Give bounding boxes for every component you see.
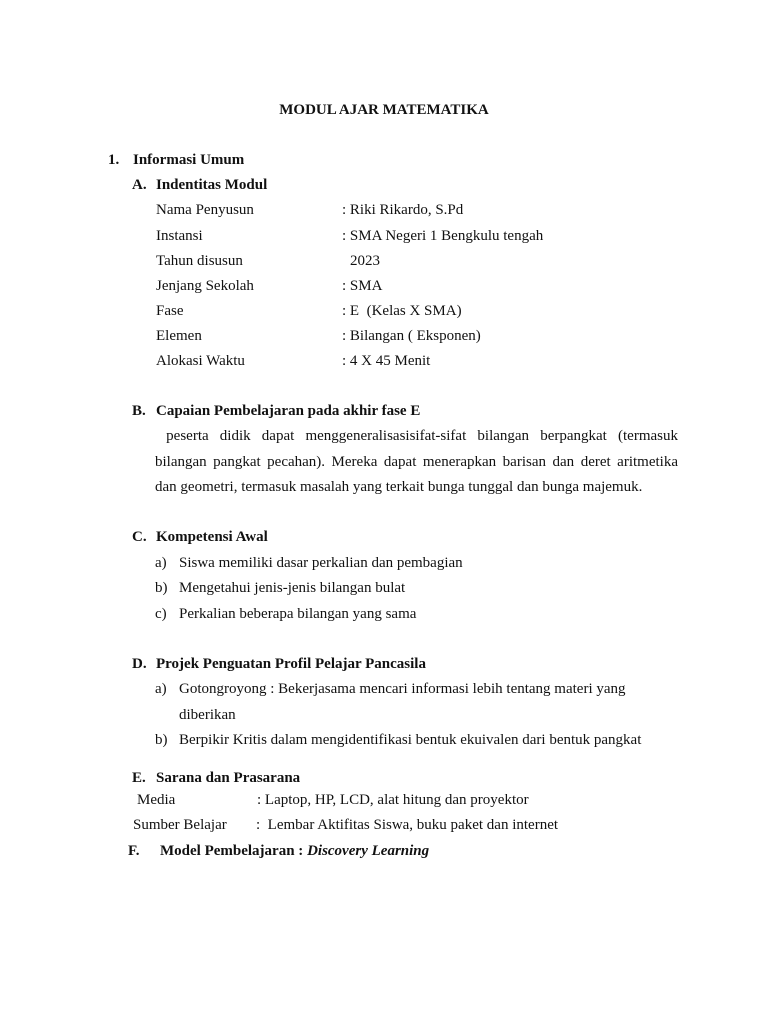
list-item: Perkalian beberapa bilangan yang sama xyxy=(179,606,417,622)
section-d-heading: Projek Penguatan Profil Pelajar Pancasila xyxy=(156,656,426,672)
identity-label: Jenjang Sekolah xyxy=(156,278,254,294)
section-b-letter: B. xyxy=(132,403,146,419)
list-item: Mengetahui jenis-jenis bilangan bulat xyxy=(179,580,406,596)
list-item-continuation: diberikan xyxy=(179,707,236,723)
learning-outcome-paragraph: peserta didik dapat menggeneralisasisifat-sifat bilangan berpangkat (termasuk bilangan pangkat pecahan). Mereka dapat menerapkan barisan dan deret aritmetika dan geometri, termasuk masalah yang terkait bunga tunggal dan bunga majemuk. xyxy=(155,428,682,495)
learning-model-name: Discovery Learning xyxy=(307,843,430,859)
identity-value: : SMA Negeri 1 Bengkulu tengah xyxy=(342,228,544,244)
identity-value: 2023 xyxy=(350,253,380,269)
section-e-heading: Sarana dan Prasarana xyxy=(156,770,301,786)
section-f-letter: F. xyxy=(128,843,140,859)
identity-label: Instansi xyxy=(156,228,203,244)
identity-value: : SMA xyxy=(342,278,383,294)
list-marker: a) xyxy=(155,681,167,697)
section-1-number: 1. xyxy=(108,152,120,168)
identity-value: : E (Kelas X SMA) xyxy=(342,303,462,319)
section-c-heading: Kompetensi Awal xyxy=(156,529,268,545)
section-d-letter: D. xyxy=(132,656,147,672)
list-item: Siswa memiliki dasar perkalian dan pembagian xyxy=(179,555,463,571)
list-marker: b) xyxy=(155,732,168,748)
section-f-label: Model Pembelajaran : xyxy=(160,843,308,859)
identity-label: Elemen xyxy=(156,328,202,344)
facility-label: Media xyxy=(137,792,176,808)
list-item: Gotongroyong : Bekerjasama mencari informasi lebih tentang materi yang xyxy=(179,681,626,697)
section-c-letter: C. xyxy=(132,529,147,545)
identity-label: Alokasi Waktu xyxy=(156,353,245,369)
identity-label: Nama Penyusun xyxy=(156,202,254,218)
identity-value: : Riki Rikardo, S.Pd xyxy=(342,202,464,218)
facility-label: Sumber Belajar xyxy=(133,817,227,833)
list-marker: b) xyxy=(155,580,168,596)
section-b-heading: Capaian Pembelajaran pada akhir fase E xyxy=(156,403,421,419)
section-f-heading xyxy=(160,842,429,860)
identity-label: Tahun disusun xyxy=(156,253,243,269)
section-a-heading: Indentitas Modul xyxy=(156,177,268,193)
facility-value: : Laptop, HP, LCD, alat hitung dan proyektor xyxy=(257,792,529,808)
list-marker: c) xyxy=(155,606,167,622)
document-title: MODUL AJAR MATEMATIKA xyxy=(279,102,489,118)
list-marker: a) xyxy=(155,555,167,571)
identity-value: : Bilangan ( Eksponen) xyxy=(342,328,481,344)
list-item: Berpikir Kritis dalam mengidentifikasi bentuk ekuivalen dari bentuk pangkat xyxy=(179,732,642,748)
section-a-letter: A. xyxy=(132,177,147,193)
section-1-heading: Informasi Umum xyxy=(133,152,245,168)
identity-value: : 4 X 45 Menit xyxy=(342,353,431,369)
facility-value: : Lembar Aktifitas Siswa, buku paket dan internet xyxy=(256,817,559,833)
section-e-letter: E. xyxy=(132,770,146,786)
identity-label: Fase xyxy=(156,303,184,319)
